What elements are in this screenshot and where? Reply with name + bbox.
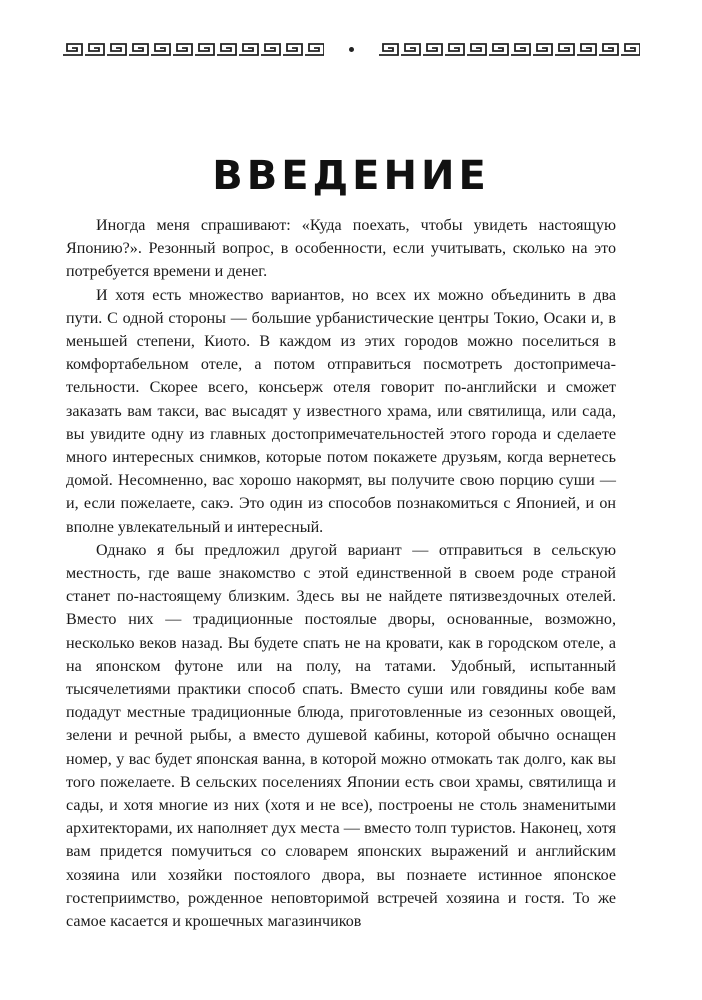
ornament-center-dot	[349, 47, 354, 52]
paragraph: И хотя есть множество вариантов, но всех их можно объединить в два пути. С одной стороны — большие урбанистические центры Токио, Осаки и, в меньшей степени, Киото. В каждом из этих городов можно поселиться в комфортабельном отеле, а потом отправиться посмотреть достопримечательности. Скорее всего, консьерж отеля говорит по-английски и сможет заказать вам такси, вас высадят у известного храма, или святилища, или сада, вы увидите одну из главных достопримечательностей этого города и сделаете много интересных снимков, которые потом покажете друзьям, когда вернетесь домой. Несомненно, вас хорошо накормят, вы получите свою порцию суши — и, если пожелаете, сакэ. Это один из способов познакомиться с Японией, и он вполне увлекательный и интересный.	[66, 286, 616, 536]
chapter-title: ВВЕДЕНИЕ	[212, 152, 490, 199]
greek-key-ornament-right	[378, 42, 640, 56]
paragraph: Иногда меня спрашивают: «Куда поехать, чтобы увидеть настоящую Японию?». Резонный вопрос, в особенности, если учитывать, сколько на это потребуется времени и денег.	[66, 217, 616, 281]
paragraph: Однако я бы предложил другой вариант — отправиться в сельскую местность, где ваше знакомство с этой единственной в своем роде страной станет по-настоящему близким. Здесь вы не найдете пятизвездочных отелей. Вместо них — традиционные постоялые дворы, основанные, возможно, несколько веков назад. Вы будете спать не на кровати, как в городском отеле, а на японском футоне или на полу, на татами. Удобный, испытанный тысячелетиями практики способ спать. Вместо суши или говядины кобе вам подадут местные традиционные блюда, приготовленные из сезонных овощей, зелени и речной рыбы, а вместо душевой кабины, которой обычно оснащен номер, у вас будет японская ванна, в которой можно отмокать так долго, как вы того пожелаете. В сельских поселениях Японии есть свои храмы, святилища и сады, и хотя многие из них (хотя и не все), построены не столь знаменитыми архитекторами, их наполняет дух места — вместо толп туристов. Наконец, хотя вам придется помучиться со словарем японских выражений и английским хозяина или хозяйки постоялого двора, вы познаете истинное японское гостеприимство, рожденное неповторимой встречей хозяина и гостя. То же самое касается и крошечных магазинчиков	[66, 541, 616, 931]
body-text	[66, 214, 616, 933]
greek-key-ornament-left	[62, 42, 324, 56]
header-ornament	[62, 40, 640, 58]
